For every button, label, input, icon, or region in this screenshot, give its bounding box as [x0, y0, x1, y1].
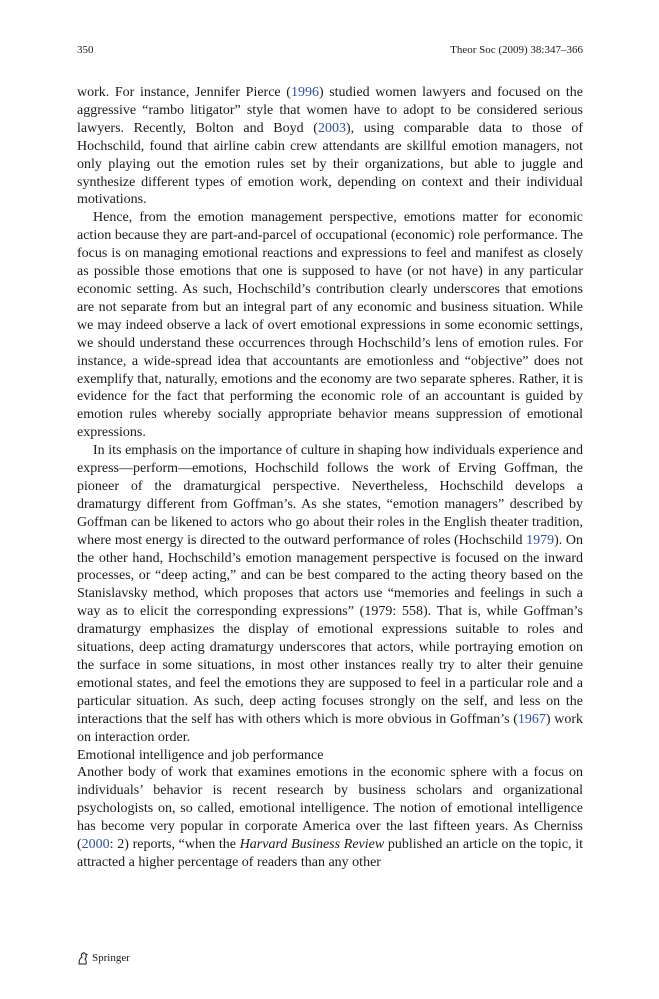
paragraph-2: [77, 209, 583, 442]
springer-horse-icon: [77, 951, 89, 965]
article-body: [77, 84, 583, 872]
page-header: [77, 44, 583, 62]
text-run: ) studied women lawyers and focused on the aggressive “rambo litigator” style that women have to adopt to be considered serious lawyers. Recently, Bolton and Boyd (: [77, 85, 583, 136]
text-run: ), using comparable data to those of Hochschild, found that airline cabin crew attendants are skillful emotion managers, not only playing out the emotion rules set by their organizations, but able to juggle and synthesize different types of emotion work, depending on context and their individual motivations.: [77, 120, 584, 208]
citation-link[interactable]: 2000: [81, 837, 110, 853]
text-run: published an article on the topic, it attracted a higher percentage of readers than any other: [77, 837, 583, 870]
paragraph-4: [77, 764, 583, 871]
citation-link[interactable]: 1996: [290, 85, 319, 100]
citation-link[interactable]: 1979: [526, 532, 555, 548]
italic-title: Harvard Business Review: [239, 837, 385, 853]
journal-reference: Theor Soc (2009) 38:347–366: [450, 44, 583, 56]
text-run: Hence, from the emotion management perspective, emotions matter for economic action because they are part-and-parcel of occupational (economic) role performance. The focus is on managing emotional reactions and expressions to feel and manifest as closely as possible those emotions that one is supposed to have (or not have) in any particular economic setting. As such, Hochschild’s contribution clearly underscores that emotions are not separate from but an integral part of any economic and business situation. While we may indeed observe a lack of overt emotional expressions in some economic settings, we should understand these occurrences through Hochschild’s lens of emotion rules. For instance, a wide-spread idea that accountants are emotionless and “objective” does not exemplify that, naturally, emotions and the economy are two separate spheres. Rather, it is evidence for the fact that performing the economic role of an accountant is guided by emotion rules whereby socially appropriate behavior means suppression of emotional expressions.: [77, 210, 583, 441]
page-number: 350: [77, 44, 94, 56]
text-run: In its emphasis on the importance of culture in shaping how individuals experience and express—perform—emotions, Hochschild follows the work of Erving Goffman, the pioneer of the dramaturgical perspective. Nevertheless, Hochschild develops a dramaturgy different from Goffman’s. As she states, “emotion managers” described by Goffman can be likened to actors who go about their roles in the English theater tradition, where most energy is directed to the outward performance of roles (Hochschild: [77, 443, 583, 548]
section-heading: Emotional intelligence and job performance: [77, 747, 324, 763]
text-run: : 2) reports, “when the: [109, 837, 240, 853]
citation-link[interactable]: 1967: [517, 711, 546, 727]
publisher-name: Springer: [92, 952, 130, 964]
paragraph-1: [77, 84, 583, 209]
citation-link[interactable]: 2003: [317, 120, 346, 136]
text-run: ). On the other hand, Hochschild’s emotion management perspective is focused on the inward processes, or “deep acting,” and can be best compared to the acting theory based on the Stanislavsky method, which proposes that actors use “memories and feelings in such a way as to elicit the corresponding expressions” (1979: 558). That is, while Goffman’s dramaturgy emphasizes the display of emotional expressions suitable to roles and situations, deep acting dramaturgy underscores that actors, while portraying emotion on the surface in some situations, in most other instances really try to alter their genuine emotional states, and feel the emotions they are supposed to feel in a particular role and a particular situation. As such, deep acting focuses strongly on the self, and less on the interactions that the self has with others which is more obvious in Goffman’s (: [77, 532, 583, 727]
page-footer: [77, 950, 130, 966]
text-run: ) work on interaction order.: [77, 711, 584, 745]
paragraph-3: [77, 442, 583, 746]
text-run: Another body of work that examines emotions in the economic sphere with a focus on individuals’ behavior is recent research by business scholars and organizational psychologists on, so called, emotional intelligence. The notion of emotional intelligence has become very popular in corporate America over the last fifteen years. As Cherniss (: [77, 765, 583, 853]
text-run: work. For instance, Jennifer Pierce (: [77, 85, 291, 100]
